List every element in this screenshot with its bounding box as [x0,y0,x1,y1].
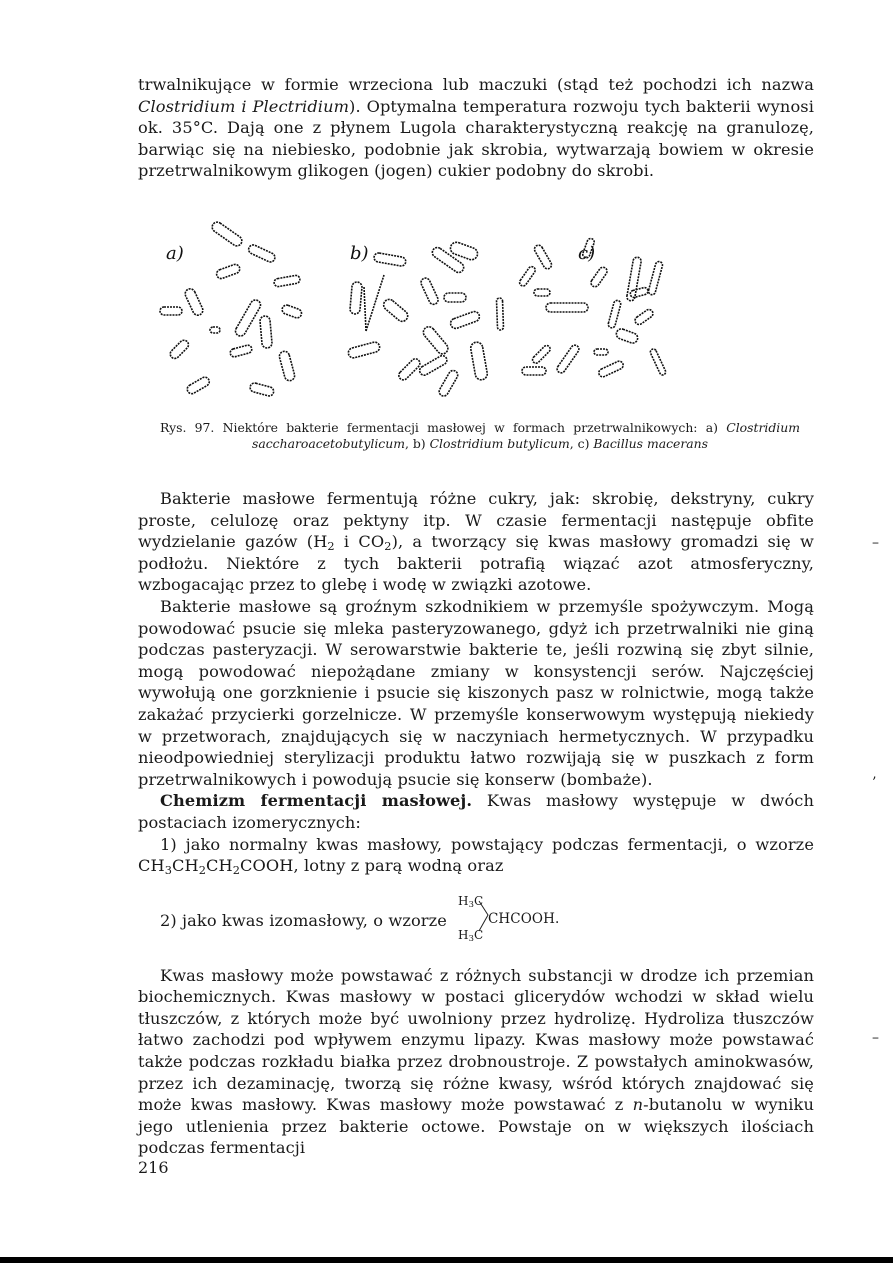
species-c: Bacillus macerans [593,435,708,451]
top-paragraph [138,74,814,182]
figure-bacteria-spores [150,215,800,415]
genus-names: Clostridium i Plectridium [138,96,350,116]
subscript: 2 [232,862,241,877]
text-run: ), a tworzący się kwas masłowy gromadzi się w podłożu. Niektóre z tych bakterii potrafią wiązać azot atmosferyczny, wzbogacając przez to glebę i wodę w związki azotowe. [138,532,814,595]
subscript: 2 [384,539,392,554]
text-run: i CO [334,532,385,552]
svg-text:c): c) [578,243,596,264]
margin-mark: – [872,1030,879,1046]
svg-text:b): b) [350,243,369,264]
methyl-group-top: $H_3C$ [458,893,484,909]
text-run: ). Optymalna temperatura rozwoju tych bakterii wynosi ok. 35°C. Dają one z płynem Lugola charakterystyczną reakcję na granulozę, barwiąc się na niebiesko, podobnie jak skrobia, wytwarzają bowiem w okresie przetrwalnikowym glikogen (jogen) cukier podobny do skrobi. [138,96,814,181]
svg-text:a): a) [166,243,184,264]
section-heading: Chemizm fermentacji masłowej. [160,791,473,811]
text-run: trwalnikujące w formie wrzeciona lub maczuki (stąd też pochodzi ich nazwa [138,75,814,94]
caption-label-b: , b) [404,435,430,451]
species-a: Clostridium saccharoacetobutylicum [252,420,800,451]
paragraph-pests: Bakterie masłowe są groźnym szkodnikiem w przemyśle spożywczym. Mogą powodować psucie się mleka pasteryzowanego, gdyż ich przetrwalniki nie giną podczas pasteryzacji. W serowarstwie bakterie te, jeśli rozwiną się zbyt silnie, mogą powodować niepożądane zmiany w konsystencji serów. Najczęściej wywołują one gorzknienie i psucie się kiszonych pasz w rolnictwie, mogą także zakażać przycierki gorzelnicze. W przemyśle konserwowym występują niekiedy w przetworach, znajdujących się w naczyniach hermetycznych. W przypadku nieodpowiedniej sterylizacji produktu łatwo rozwijają się w puszkach z form przetrwalnikowych i powodują psucie się konserw (bombaże). [138,596,814,789]
caption-label-c: , c) [569,435,594,451]
figure-caption [160,420,800,451]
scan-edge [0,1256,893,1263]
list-item-normal [138,834,814,877]
paragraph-chemism [138,790,814,833]
caption-label-a: a) [705,420,727,435]
methyl-group-bottom: $H_3C$ [458,927,484,943]
bacteria-illustration [150,215,800,415]
caption-prefix: Rys. 97. Niektóre bakterie fermentacji masłowej w formach przetrwalnikowych: [160,420,706,435]
margin-mark: – [872,535,879,551]
text-run: Kwas masłowy może powstawać z różnych substancji w drodze ich przemian biochemicznych. Kwas masłowy w postaci glicerydów wchodzi w skład wielu tłuszczów, z których może być uwolniony przez hydrolizę. Hydroliza tłuszczów łatwo zachodzi pod wpływem enzymu lipazy. Kwas masłowy może powstawać także podczas rozkładu białka przez drobnoustroje. Z powstałych aminokwasów, przez ich dezaminację, tworzą się różne kwasy, wśród których znajdować się może kwas masłowy. Kwas masłowy może powstawać z [138,965,814,1115]
text-run: Kwas masłowy występuje w dwóch postaciach izomerycznych: [138,791,814,832]
italic-n: n [632,1095,644,1115]
paragraph-sugars [138,488,814,596]
list-item-iso [138,891,814,951]
isobutyric-formula [458,891,658,951]
subscript: 2 [327,539,335,554]
text-run: COOH, lotny z parą wodną oraz [240,856,504,876]
text-run: -butanolu w wyniku jego utlenienia przez bakterie octowe. Powstaje on w większych ilościach podczas fermentacji [138,1095,814,1158]
species-b: Clostridium butylicum [429,435,570,451]
margin-mark: ’ [872,775,877,791]
subscript: 3 [164,862,173,877]
page-number: 216 [138,1158,169,1177]
body-text [138,488,814,1159]
formula-main: CHCOOH. [488,910,560,927]
text-run: CH [206,856,233,876]
text-run: CH [172,856,199,876]
subscript: 2 [198,862,207,877]
item-label: 2) jako kwas izomasłowy, o wzorze [160,910,447,930]
text-run: 1) jako normalny kwas masłowy, powstający podczas fermentacji, o wzorze CH [138,834,814,876]
panel-b [347,241,488,398]
paragraph-sources [138,965,814,1159]
text-run: Bakterie masłowe fermentują różne cukry, jak: skrobię, dekstryny, cukry proste, celulozę oraz pektyny itp. W czasie fermentacji następuje obfite wydzielanie gazów (H [138,489,814,552]
